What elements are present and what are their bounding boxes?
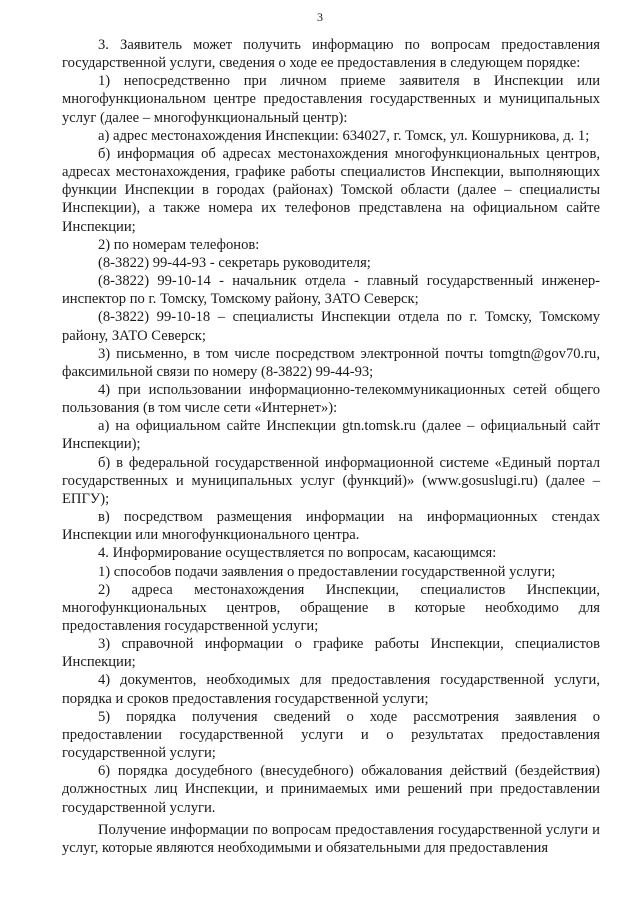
paragraph: б) в федеральной государственной информационной системе «Единый портал государственных и муниципальных услуг (функций)» (www.gosuslugi.ru) (далее – ЕПГУ); [62,454,600,507]
paragraph: в) посредством размещения информации на информационных стендах Инспекции или многофункционального центра. [62,509,600,544]
paragraph: 5) порядка получения сведений о ходе рассмотрения заявления о предоставлении государственной услуги и о результатах предоставления государственной услуги; [62,708,600,762]
paragraph: 2) адреса местонахождения Инспекции, специалистов Инспекции, многофункциональных центров, обращение в которые необходимо для предоставления государственной услуги; [62,581,600,634]
paragraph: (8-3822) 99-10-14 - начальник отдела - главный государственный инженер-инспектор по г. Томску, Томскому району, ЗАТО Северск; [62,273,600,308]
paragraph: 4) при использовании информационно-телекоммуникационных сетей общего пользования (в том числе сети «Интернет»): [62,381,600,417]
paragraph: 4) документов, необходимых для предоставления государственной услуги, порядка и сроков предоставления государственной услуги; [62,672,600,707]
paragraph: 3. Заявитель может получить информацию по вопросам предоставления государственной услуги, сведения о ходе ее предоставления в следующем порядке: [62,37,600,72]
paragraph: 2) по номерам телефонов: [98,236,260,253]
paragraph: 3) справочной информации о графике работы Инспекции, специалистов Инспекции; [62,636,600,671]
paragraph: (8-3822) 99-10-18 – специалисты Инспекции отдела по г. Томску, Томскому району, ЗАТО Северск; [62,309,600,344]
paragraph: 3) письменно, в том числе посредством электронной почты tomgtn@gov70.ru, факсимильной связи по номеру (8-3822) 99-44-93; [62,345,600,380]
page-number: 3 [317,10,323,24]
paragraph: б) информация об адресах местонахождения многофункциональных центров, адресах местонахождения, графике работы специалистов Инспекции, выполняющих функции Инспекции в городах (районах) Томской области (далее – специалисты Инспекции), а также номера их телефонов представлена на официальном сайте Инспекции; [62,145,600,235]
paragraph: 1) способов подачи заявления о предоставлении государственной услуги; [98,563,556,580]
paragraph: а) адрес местонахождения Инспекции: 634027, г. Томск, ул. Кошурникова, д. 1; [98,127,590,144]
paragraph: а) на официальном сайте Инспекции gtn.tomsk.ru (далее – официальный сайт Инспекции); [62,418,600,453]
paragraph: (8-3822) 99-44-93 - секретарь руководителя; [98,254,371,271]
paragraph: 6) порядка досудебного (внесудебного) обжалования действий (бездействия) должностных лиц Инспекции, и принимаемых ими решений при предоставлении государственной услуги. [62,763,600,816]
document-body [62,36,600,857]
paragraph: 4. Информирование осуществляется по вопросам, касающимся: [98,545,497,562]
paragraph: Получение информации по вопросам предоставления государственной услуги и услуг, которые являются необходимыми и обязательными для предоставления [62,821,600,856]
paragraph: 1) непосредственно при личном приеме заявителя в Инспекции или многофункциональном центре предоставления государственных и муниципальных услуг (далее – многофункциональный центр): [62,73,600,126]
